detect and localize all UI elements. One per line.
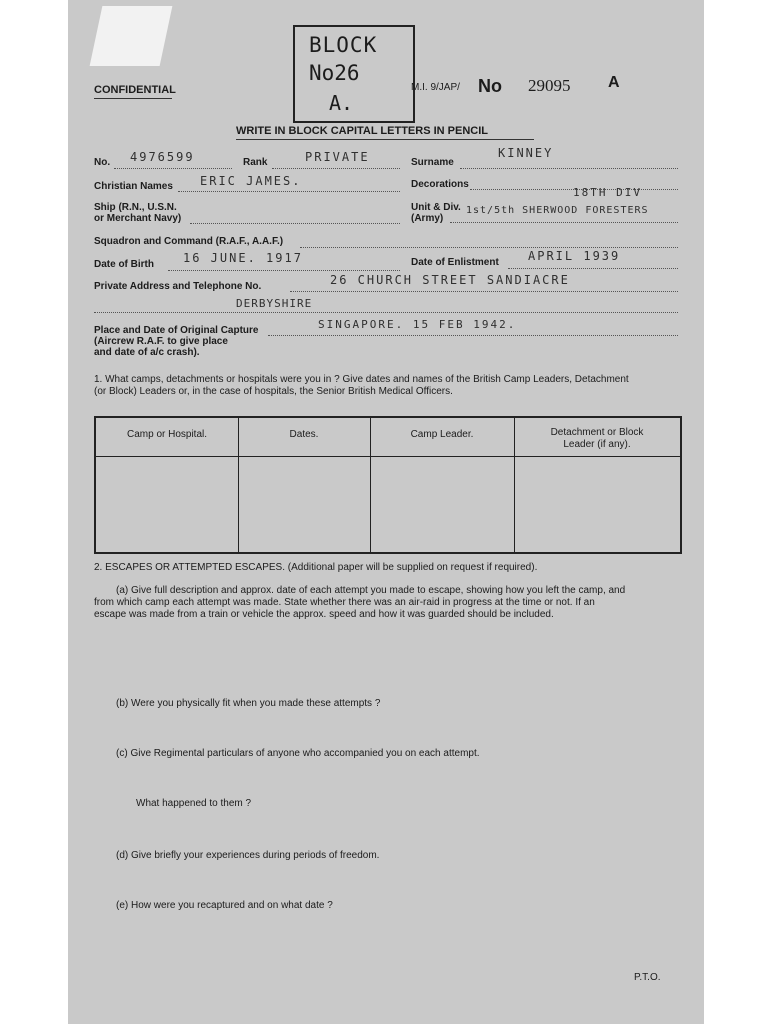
stamp-line-2: No26 [309,61,360,85]
confidential-underline [94,98,172,99]
christian-names-label: Christian Names [94,181,173,192]
form-series: A [608,74,620,91]
unit-label-1: Unit & Div. [411,202,461,213]
enlistment-value: APRIL 1939 [528,249,621,263]
pto-label: P.T.O. [634,972,661,983]
address-value-2: DERBYSHIRE [236,297,313,310]
form-number: 29095 [528,76,571,95]
unit-value-2: 1st/5th SHERWOOD FORESTERS [466,205,649,216]
address-label: Private Address and Telephone No. [94,281,262,292]
section1-question-2: (or Block) Leaders or, in the case of hospitals, the Senior British Medical Officers. [94,386,453,397]
dob-value: 16 JUNE. 1917 [183,251,303,265]
instruction-underline [236,139,534,140]
capture-label-2: (Aircrew R.A.F. to give place [94,336,228,347]
decorations-label: Decorations [411,179,469,190]
header-camp-leader: Camp Leader. [410,429,474,440]
section2-c: (c) Give Regimental particulars of anyone who accompanied you on each attempt. [116,748,480,759]
paper-tab [90,6,173,66]
capture-label-3: and date of a/c crash). [94,347,200,358]
number-prefix: No [478,76,502,96]
squadron-label: Squadron and Command (R.A.F., A.A.F.) [94,236,284,247]
ship-label-2: or Merchant Navy) [94,213,182,224]
section2-c-follow: What happened to them ? [136,798,252,809]
section2-b: (b) Were you physically fit when you made these attempts ? [116,698,381,709]
rank-label: Rank [243,157,268,168]
address-value-1: 26 CHURCH STREET SANDIACRE [330,273,570,287]
section2-a-line2: from which camp each attempt was made. State whether there was an air-raid in progress at the time or not. If an [94,597,595,608]
surname-label: Surname [411,157,454,168]
section2-d: (d) Give briefly your experiences during periods of freedom. [116,850,380,861]
section2-title: 2. ESCAPES OR ATTEMPTED ESCAPES. (Additional paper will be supplied on request if required). [94,562,538,573]
no-value: 4976599 [130,150,195,164]
form-code: M.I. 9/JAP/ [411,82,460,93]
surname-value: KINNEY [498,146,554,160]
dob-label: Date of Birth [94,259,154,270]
section2-a-line3: escape was made from a train or vehicle the approx. speed and how it was guarded should be included. [94,609,554,620]
header-detachment-leader: Detachment or Block Leader (if any). [550,427,644,450]
instruction: WRITE IN BLOCK CAPITAL LETTERS IN PENCIL [236,125,488,137]
stamp-line-1: BLOCK [309,33,378,57]
unit-value-1: 18TH DIV [573,186,642,199]
header-dates: Dates. [289,429,319,440]
confidential-label: CONFIDENTIAL [94,84,176,96]
unit-label-2: (Army) [411,213,444,224]
capture-label-1: Place and Date of Original Capture [94,325,259,336]
christian-names-value: ERIC JAMES. [200,174,302,188]
header-camp-or-hospital: Camp or Hospital. [126,429,208,440]
form-page [68,0,704,1024]
stamp-line-3: A. [329,91,354,115]
block-stamp [293,25,415,123]
section1-question-1: 1. What camps, detachments or hospitals were you in ? Give dates and names of the British Camp Leaders, Detachment [94,374,629,385]
ship-label-1: Ship (R.N., U.S.N. [94,202,177,213]
rank-value: PRIVATE [305,150,370,164]
camp-table [94,416,682,554]
section2-a-line1: (a) Give full description and approx. date of each attempt you made to escape, showing how you left the camp, and [116,585,626,596]
enlistment-label: Date of Enlistment [411,257,499,268]
section2-e: (e) How were you recaptured and on what date ? [116,900,333,911]
capture-value: SINGAPORE. 15 FEB 1942. [318,318,517,331]
no-label: No. [94,157,111,168]
